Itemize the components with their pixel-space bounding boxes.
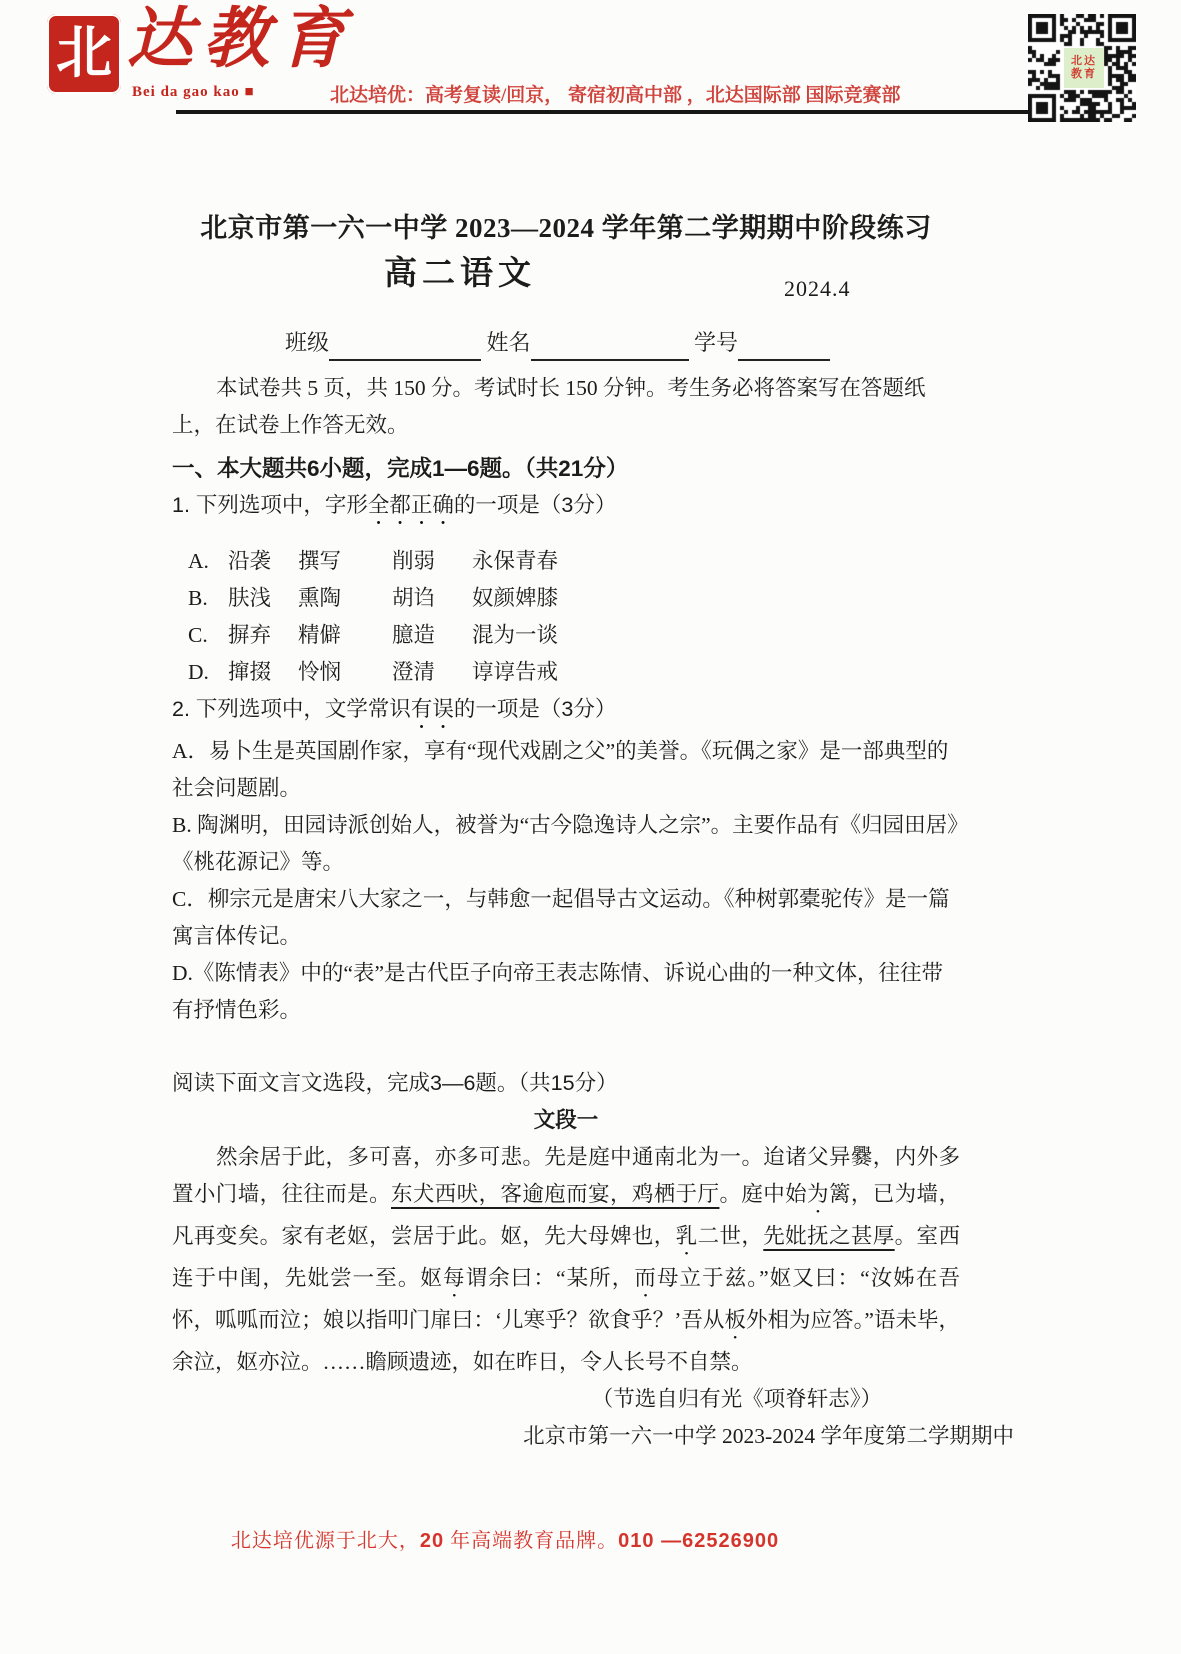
- question-2-options: [172, 733, 960, 1029]
- option-row-b: [172, 580, 960, 617]
- option-word: 削弱: [392, 549, 436, 573]
- passage-underlined-segment: 东犬西吠，客逾庖而宴，鸡栖于厅: [390, 1182, 720, 1206]
- option-letter: B.: [188, 586, 208, 610]
- option-row-a: [172, 543, 960, 580]
- brand-seal-icon: [47, 14, 121, 94]
- option-paragraph-b: B. 陶渊明，田园诗派创始人，被誉为“古今隐逸诗人之宗”。主要作品有《归园田居》《桃花源记》等。: [172, 813, 958, 874]
- option-word: 澄清: [392, 660, 436, 684]
- option-word: 永保青春: [472, 549, 559, 573]
- passage-segment: 而: [634, 1266, 657, 1290]
- option-word: 臆造: [392, 623, 436, 647]
- student-fields-row: [172, 324, 960, 360]
- option-word: 混为一谈: [472, 623, 559, 647]
- passage-segment: 然余居于此，多可喜，亦多可悲。先是庭中通南北为一。迨诸父异爨，内外多置小门墙，往往而是。: [172, 1145, 960, 1206]
- option-word: 肤浅: [228, 586, 272, 610]
- id-label: 学号: [694, 330, 739, 355]
- q1-emphasized: 全都正确: [367, 493, 454, 517]
- option-word: 撰写: [298, 549, 342, 573]
- brand-seal-character: 北: [56, 23, 112, 85]
- q2-emphasized: 有误: [410, 697, 454, 721]
- exam-notice: 本试卷共 5 页，共 150 分。考试时长 150 分钟。考生务必将答案写在答题纸上，在试卷上作答无效。: [172, 376, 926, 437]
- q1-prefix: 1. 下列选项中，字形: [172, 493, 368, 517]
- exam-date: 2024.4: [784, 276, 851, 301]
- option-word: 撺掇: [228, 660, 272, 684]
- footer-text: 年高端教育品牌。: [444, 1530, 619, 1552]
- option-word: 胡诌: [392, 586, 436, 610]
- option-paragraph-c: C．柳宗元是唐宋八大家之一，与韩愈一起倡导古文运动。《种树郭橐驼传》是一篇寓言体传记。: [172, 887, 950, 948]
- option-paragraph-a: A．易卜生是英国剧作家，享有“现代戏剧之父”的美誉。《玩偶之家》是一部典型的社会问题剧。: [172, 739, 949, 800]
- question-2-stem: [172, 691, 960, 733]
- option-word: 谆谆告戒: [472, 660, 559, 684]
- section-one-heading: 一、本大题共6小题，完成1—6题。（共21分）: [172, 456, 629, 481]
- option-paragraph-d: D.《陈情表》中的“表”是古代臣子向帝王表志陈情、诉说心曲的一种文体，往往带有抒情色彩。: [172, 961, 943, 1022]
- option-letter: D.: [188, 660, 209, 684]
- passage-segment: 二世，: [697, 1224, 764, 1248]
- q2-suffix: 的一项是（3分）: [453, 697, 617, 721]
- id-blank: [738, 335, 830, 361]
- option-row-d: [172, 654, 960, 691]
- brand-name: 达教育: [127, 3, 355, 76]
- page-footer: [0, 1524, 1010, 1553]
- qr-code: [1028, 14, 1136, 122]
- option-row-c: [172, 617, 960, 654]
- brand-subtitle: Bei da gao kao ■: [132, 84, 255, 100]
- option-letter: A.: [188, 549, 209, 573]
- option-word: 沿袭: [228, 549, 272, 573]
- passage-source-footer: 北京市第一六一中学 2023-2024 学年度第二学期期中: [523, 1424, 1014, 1448]
- passage-segment: 为: [807, 1182, 829, 1206]
- passage-segment: 。庭中始: [719, 1182, 808, 1206]
- qr-center-label: [1064, 48, 1104, 88]
- option-word: 奴颜婢膝: [472, 586, 559, 610]
- exam-title: 北京市第一六一中学 2023—2024 学年第二学期期中阶段练习: [200, 213, 932, 243]
- name-blank: [531, 335, 689, 361]
- option-word: 怜悯: [298, 660, 342, 684]
- question-1-stem: [172, 487, 960, 529]
- option-word: 摒弃: [228, 623, 272, 647]
- option-word: 熏陶: [298, 586, 342, 610]
- passage-segment: 母立于兹。”妪又曰：“汝姊在吾怀，呱呱而泣；娘以指叩门扉曰：‘儿寒乎？欲食乎？’吾从: [172, 1266, 960, 1332]
- passage-attribution: （节选自归有光《项脊轩志》）: [591, 1387, 882, 1411]
- passage-underlined-segment: 先妣抚之甚厚: [763, 1224, 895, 1248]
- passage-segment: 外相为应答。”语未毕，余泣，妪亦泣。……瞻顾遗迹，如在昨日，令人长号不自禁。: [172, 1308, 960, 1374]
- passage-segment: 谓余曰：“某所，: [465, 1266, 635, 1290]
- document-body: [172, 208, 1014, 1455]
- passage-segment: 。室西连于中闺，先妣尝一至。妪: [172, 1224, 960, 1290]
- passage-title: 文段一: [533, 1108, 599, 1132]
- footer-text: 北达培优源于北大，: [230, 1530, 420, 1552]
- header-slogan: 北达培优：高考复读/回京， 寄宿初高中部 ，北达国际部 国际竞赛部: [330, 85, 901, 106]
- reading-instruction: 阅读下面文言文选段，完成3—6题。（共15分）: [172, 1071, 618, 1095]
- footer-phone: 010 —62526900: [618, 1530, 780, 1552]
- class-label: 班级: [285, 330, 330, 355]
- passage-segment: 篱，已为墙，凡再变矣。家有老妪，尝居于此。妪，先大母婢也，: [172, 1182, 960, 1248]
- qr-label-line2: 教育: [1071, 68, 1097, 80]
- header-divider: [176, 110, 1133, 114]
- subject-row: [172, 256, 960, 314]
- passage-segment: 板: [724, 1308, 746, 1332]
- q2-prefix: 2. 下列选项中，文学常识: [172, 697, 411, 721]
- q1-suffix: 的一项是（3分）: [453, 493, 617, 517]
- passage-segment: 每: [443, 1266, 466, 1290]
- passage-segment: 乳: [675, 1224, 698, 1248]
- name-label: 姓名: [486, 330, 531, 355]
- option-word: 精僻: [298, 623, 342, 647]
- footer-years: 20: [419, 1530, 445, 1552]
- passage-text: [172, 1139, 960, 1381]
- exam-subject: 高二语文: [384, 256, 536, 292]
- qr-label-line1: 北达: [1071, 55, 1097, 67]
- class-blank: [329, 335, 481, 361]
- question-1-options: [172, 543, 960, 691]
- option-letter: C.: [188, 623, 208, 647]
